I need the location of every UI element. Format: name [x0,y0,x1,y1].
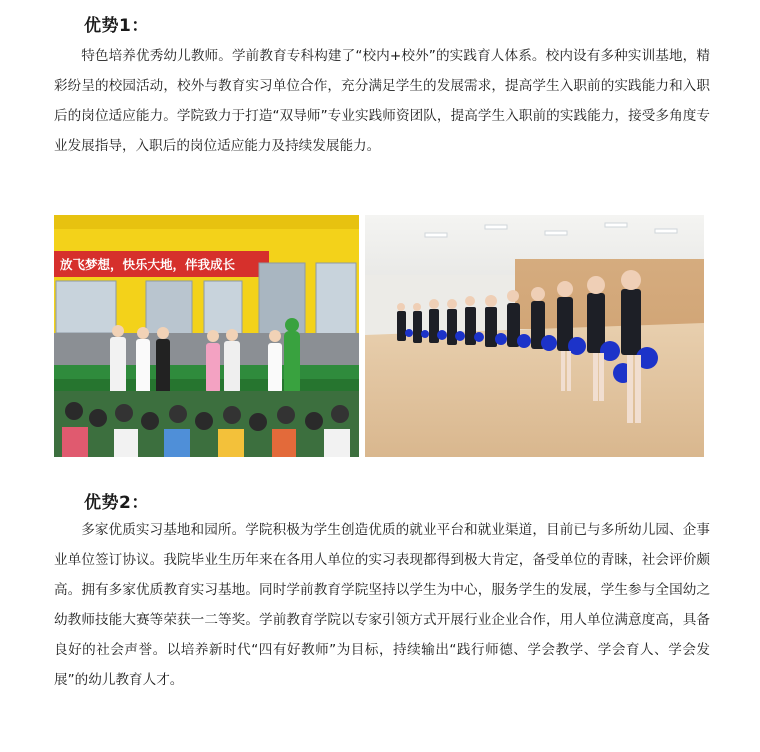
section-1-paragraph: 特色培养优秀幼儿教师。学前教育专科构建了“校内+校外”的实践育人体系。校内设有多种实训基地，精彩纷呈的校园活动，校外与教育实习单位合作，充分满足学生的发展需求，提高学生入职前的实践能力和入职后的岗位适应能力。学院致力于打造“双导师”专业实践师资团队，提高学生入职前的实践能力，接受多角度专业发展指导，入职后的岗位适应能力及持续发展能力。 [54,48,710,154]
section-2-paragraph: 多家优质实习基地和园所。学院积极为学生创造优质的就业平台和就业渠道，目前已与多所幼儿园、企事业单位签订协议。我院毕业生历年来在各用人单位的实习表现都得到极大肯定，备受单位的青睐，社会评价颇高。拥有多家优质教育实习基地。同时学前教育学院坚持以学生为中心，服务学生的发展，学生参与全国幼之幼教师技能大赛等荣获一二等奖。学前教育学院以专家引领方式开展行业企业合作，用人单位满意度高，具备良好的社会声誉。以培养新时代“四有好教师”为目标，持续输出“践行师德、学会教学、学会育人、学会发展”的幼儿教育人才。 [54,522,710,688]
dance-rehearsal-photo [365,215,704,457]
section-2-title: 优势2： [84,493,149,513]
kindergarten-performance-photo [54,215,359,457]
section-1-title: 优势1： [84,16,149,36]
kindergarten-banner-text: 放飞梦想，快乐大地，伴我成长 [60,257,236,272]
